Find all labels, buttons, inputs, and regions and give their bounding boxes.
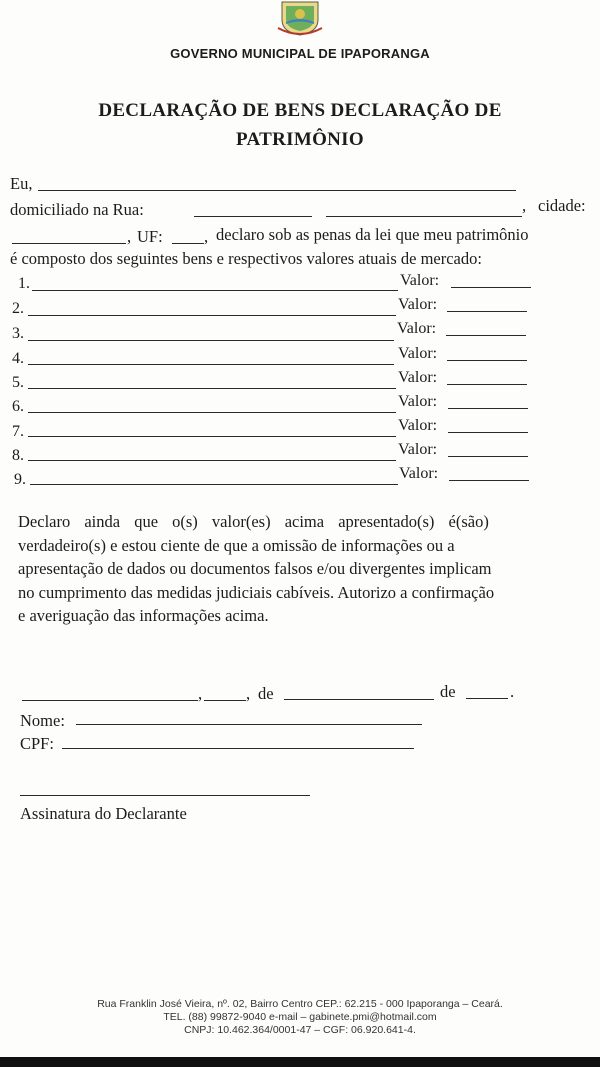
signature-line[interactable] <box>20 795 310 796</box>
domiciliado-label: domiciliado na Rua: <box>10 200 144 219</box>
footer-line-3: CNPJ: 10.462.364/0001-47 – CGF: 06.920.641-4. <box>184 1024 416 1036</box>
cidade-label: cidade: <box>538 196 586 215</box>
valor-field-line[interactable] <box>447 360 527 361</box>
signature-label: Assinatura do Declarante <box>20 804 187 823</box>
comma-separator-4: , <box>198 684 203 703</box>
valor-label: Valor: <box>398 296 438 313</box>
asset-field-line[interactable] <box>28 315 396 316</box>
asset-field-line[interactable] <box>30 484 398 485</box>
valor-label: Valor: <box>397 320 437 337</box>
valor-label: Valor: <box>398 417 438 434</box>
footer-line-2: TEL. (88) 99872-9040 e-mail – gabinete.pmi@hotmail.com <box>163 1011 437 1023</box>
document-title <box>60 96 540 154</box>
date-de-label: de <box>258 684 274 703</box>
valor-field-line[interactable] <box>447 384 527 385</box>
street-field-line[interactable] <box>194 216 312 217</box>
cpf-field-line[interactable] <box>62 748 414 749</box>
asset-field-line[interactable] <box>28 364 394 365</box>
valor-label: Valor: <box>398 345 438 362</box>
valor-field-line[interactable] <box>451 287 531 288</box>
coat-of-arms-logo <box>276 0 324 36</box>
valor-label: Valor: <box>400 272 440 289</box>
date-de-label-2: de <box>440 682 456 701</box>
declaration-paragraph <box>18 510 600 628</box>
comma-separator-5: , <box>246 684 251 703</box>
valor-label: Valor: <box>398 441 438 458</box>
city-field-line[interactable] <box>12 243 126 244</box>
valor-field-line[interactable] <box>448 408 528 409</box>
asset-field-line[interactable] <box>28 460 396 461</box>
declaration-line: Declaro ainda que o(s) valor(es) acima apresentado(s) é(são) <box>18 512 489 531</box>
item-number: 5. <box>12 374 24 391</box>
comma-separator: , <box>522 196 527 215</box>
name-field-line[interactable] <box>38 190 516 191</box>
valor-label: Valor: <box>399 465 439 482</box>
asset-field-line[interactable] <box>28 436 396 437</box>
title-line-1: DECLARAÇÃO DE BENS DECLARAÇÃO DE <box>98 100 502 121</box>
item-number: 8. <box>12 447 24 464</box>
declaro-text: declaro sob as penas da lei que meu patrimônio <box>216 225 529 244</box>
day-field-line[interactable] <box>204 700 246 701</box>
declaration-line: e averiguação das informações acima. <box>18 606 269 625</box>
footer-address <box>0 998 600 1037</box>
valor-label: Valor: <box>398 369 438 386</box>
asset-field-line[interactable] <box>28 412 396 413</box>
eu-label: Eu, <box>10 174 33 193</box>
item-number: 7. <box>12 423 24 440</box>
organization-name: GOVERNO MUNICIPAL DE IPAPORANGA <box>170 46 430 61</box>
street-field-line-2[interactable] <box>326 216 522 217</box>
item-number: 3. <box>12 325 24 342</box>
comma-separator-2: , <box>127 227 132 246</box>
valor-field-line[interactable] <box>447 311 527 312</box>
declaration-line: verdadeiro(s) e estou ciente de que a omissão de informações ou a <box>18 535 455 555</box>
footer-line-1: Rua Franklin José Vieira, nº. 02, Bairro Centro CEP.: 62.215 - 000 Ipaporanga – Ceará. <box>97 998 503 1010</box>
item-number: 6. <box>12 398 24 415</box>
place-field-line[interactable] <box>22 700 198 701</box>
year-field-line[interactable] <box>466 698 508 699</box>
asset-field-line[interactable] <box>28 388 396 389</box>
period: . <box>510 682 515 701</box>
valor-field-line[interactable] <box>446 335 526 336</box>
nome-label: Nome: <box>20 711 65 730</box>
uf-field-line[interactable] <box>172 243 204 244</box>
asset-field-line[interactable] <box>32 290 398 291</box>
valor-label: Valor: <box>398 393 438 410</box>
cpf-label: CPF: <box>20 734 54 753</box>
composto-text: é composto dos seguintes bens e respectivos valores atuais de mercado: <box>10 249 482 268</box>
item-number: 2. <box>12 300 24 317</box>
declaration-line: apresentação de dados ou documentos falsos e/ou divergentes implicam <box>18 559 492 578</box>
month-field-line[interactable] <box>284 699 434 700</box>
uf-label: UF: <box>137 227 163 246</box>
valor-field-line[interactable] <box>448 456 528 457</box>
declaration-line: no cumprimento das medidas judiciais cabíveis. Autorizo a confirmação <box>18 582 495 602</box>
item-number: 1. <box>18 275 30 292</box>
bottom-edge-bar <box>0 1057 600 1067</box>
title-line-2: PATRIMÔNIO <box>236 129 364 150</box>
asset-field-line[interactable] <box>28 340 394 341</box>
item-number: 9. <box>14 471 26 488</box>
item-number: 4. <box>12 350 24 367</box>
valor-field-line[interactable] <box>448 432 528 433</box>
comma-separator-3: , <box>204 227 209 246</box>
valor-field-line[interactable] <box>449 480 529 481</box>
nome-field-line[interactable] <box>76 724 422 725</box>
